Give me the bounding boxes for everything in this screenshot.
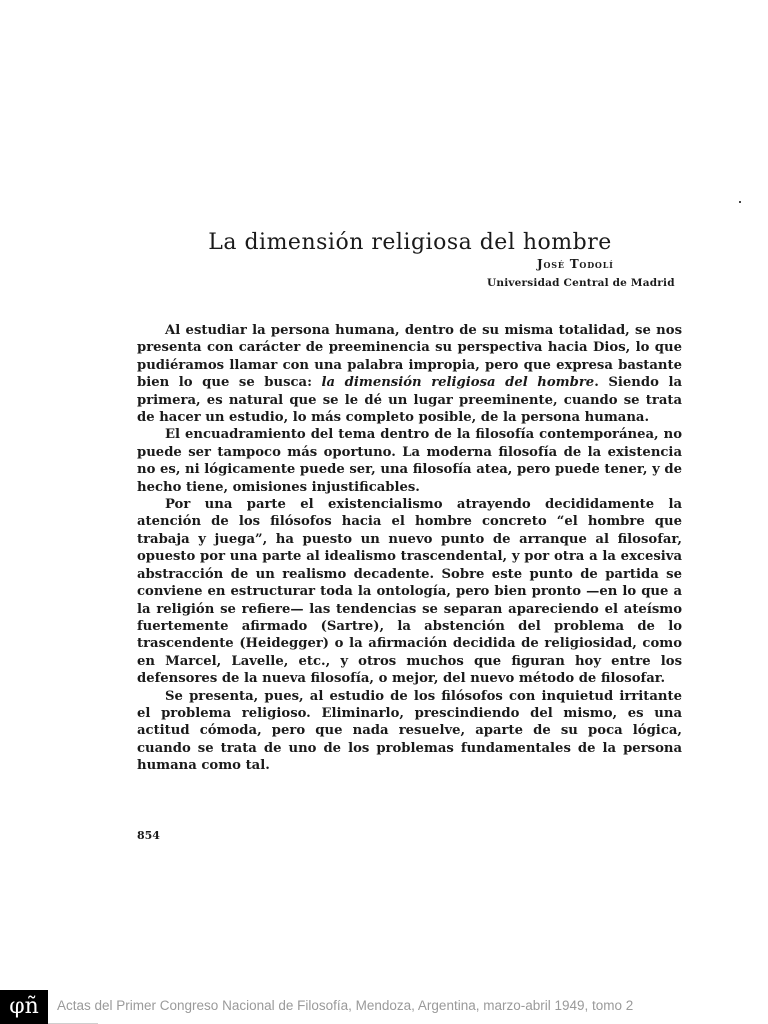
footer-bar xyxy=(0,990,768,1024)
paragraph-1 xyxy=(137,322,682,426)
paragraph-4: Se presenta, pues, al estudio de los filósofos con inquietud irritante el problema religioso. Eliminarlo, prescindiendo del mismo, es una actitud cómoda, pero que nada resuelve, aparte de su poca lógica, cuando se trata de uno de los problemas fundamentales de la persona humana como tal. xyxy=(137,688,682,774)
article-body xyxy=(137,322,682,775)
author-affiliation: Universidad Central de Madrid xyxy=(487,277,675,289)
paragraph-2: El encuadramiento del tema dentro de la filosofía contemporánea, no puede ser tampoco más oportuno. La moderna filosofía de la existencia no es, ni lógicamente puede ser, una filosofía atea, pero puede tener, y de hecho tiene, omisiones injustificables. xyxy=(137,427,682,495)
footer-caption: Actas del Primer Congreso Nacional de Filosofía, Mendoza, Argentina, marzo-abril 1949, tomo 2 xyxy=(57,998,634,1013)
publisher-logo[interactable]: φñ xyxy=(0,990,48,1024)
scan-speck xyxy=(739,201,741,203)
article-title: La dimensión religiosa del hombre xyxy=(208,229,612,255)
paragraph-1-text: Al estudiar la persona humana, dentro de su misma totalidad, se nos presenta con carácter de preeminencia su perspectiva hacia Dios, lo que pudiéramos llamar con una palabra impropia, pero que expresa bastante bien lo que se busca: xyxy=(137,323,682,391)
paragraph-1-text-end: . Siendo la primera, es natural que se le dé un lugar preeminente, cuando se trata de hacer un estudio, lo más completo posible, de la persona humana. xyxy=(137,375,683,426)
author-name: José Todolí xyxy=(537,257,614,271)
paragraph-3: Por una parte el existencialismo atrayendo decididamente la atención de los filósofos hacia el hombre concreto “el hombre que trabaja y juega”, ha puesto un nuevo punto de arranque al filosofar, opuesto por una parte al idealismo trascendental, y por otra a la excesiva abstracción de un realismo decadente. Sobre este punto de partida se conviene en estructurar toda la ontología, pero bien pronto —en lo que a la religión se refiere— las tendencias se separan apareciendo el ateísmo fuertemente afirmado (Sartre), la abstención del problema de lo trascendente (Heidegger) o la afirmación decidida de religiosidad, como en Marcel, Lavelle, etc., y otros muchos que figuran hoy entre los defensores de la nueva filosofía, o mejor, del nuevo método de filosofar. xyxy=(137,497,682,687)
paragraph-1-emphasis: la dimensión religiosa del hombre xyxy=(321,375,595,391)
page-number: 854 xyxy=(137,829,160,842)
